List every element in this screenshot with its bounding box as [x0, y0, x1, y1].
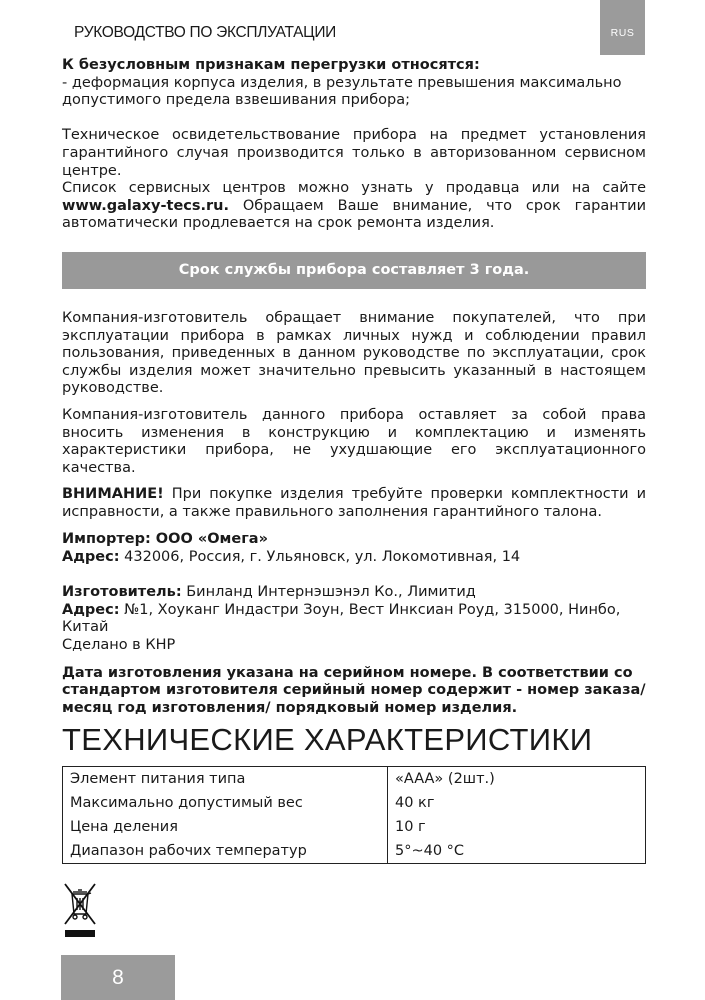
spec-parameter: Максимально допустимый вес	[63, 791, 388, 815]
manual-header-title: РУКОВОДСТВО ПО ЭКСПЛУАТАЦИИ	[74, 24, 337, 41]
page-number: 8	[61, 955, 175, 1000]
manufacturer-label: Изготовитель:	[62, 584, 182, 601]
overload-heading: К безусловным признакам перегрузки относятся:	[62, 57, 480, 73]
crossed-out-wheelie-bin-icon	[62, 880, 98, 938]
service-centers-text: Список сервисных центров можно узнать у продавца или на сайте	[62, 180, 646, 197]
spec-row	[63, 839, 646, 864]
warranty-extension-text: Обращаем Ваше внимание, что срок гарантии автоматически продлевается на срок ремонта изделия.	[62, 197, 646, 232]
specs-section-title: ТЕХНИЧЕСКИЕ ХАРАКТЕРИСТИКИ	[62, 722, 593, 757]
service-life-paragraph: Компания-изготовитель обращает внимание покупателей, что при эксплуатации прибора в рамках личных нужд и соблюдении правил пользования, приведенных в данном руководстве по эксплуатации, срок службы изделия может значительно превысить указанный в настоящем руководстве.	[62, 309, 646, 397]
attention-text: При покупке изделия требуйте проверки комплектности и исправности, а также правильного заполнения гарантийного талона.	[62, 486, 646, 520]
spec-row	[63, 767, 646, 792]
specs-table	[62, 766, 646, 864]
spec-row	[63, 815, 646, 839]
overload-item: - деформация корпуса изделия, в результате превышения максимально допустимого предела взвешивания прибора;	[62, 74, 622, 109]
attention-label: ВНИМАНИЕ!	[62, 486, 164, 503]
service-life-banner: Срок службы прибора составляет 3 года.	[62, 252, 646, 289]
spec-value: 40 кг	[395, 795, 435, 811]
spec-value: «AAA» (2шт.)	[395, 771, 495, 787]
importer-address	[62, 549, 646, 567]
service-centers-paragraph	[62, 180, 646, 233]
spec-parameter: Диапазон рабочих температур	[63, 839, 388, 864]
made-in: Сделано в КНР	[62, 637, 176, 654]
manufacturer-address-text: №1, Хоуканг Индастри Зоун, Вест Инксиан Роуд, 315000, Нинбо, Китай	[62, 601, 621, 636]
spec-row	[63, 791, 646, 815]
manufacturer-line	[62, 584, 646, 602]
page-content	[62, 57, 646, 717]
spec-value: 5°~40 °C	[395, 843, 465, 859]
attention-paragraph	[62, 486, 646, 521]
manufacturer-address	[62, 602, 646, 637]
manufacture-date-note: Дата изготовления указана на серийном номере. В соответствии со стандартом изготовителя серийный номер содержит - номер заказа/месяц год изготовления/ порядковый номер изделия.	[62, 664, 646, 716]
importer-label: Импортер: ООО «Омега»	[62, 531, 268, 548]
service-paragraph: Техническое освидетельствование прибора на предмет установления гарантийного случая производится только в авторизованном сервисном центре.	[62, 127, 646, 179]
spec-parameter: Цена деления	[63, 815, 388, 839]
importer-address-label: Адрес:	[62, 549, 120, 566]
design-changes-paragraph: Компания-изготовитель данного прибора оставляет за собой права вносить изменения в конструкцию и комплектацию и изменять характеристики прибора, не ухудшающие его эксплуатационного качества.	[62, 406, 646, 476]
language-tab: RUS	[600, 0, 645, 55]
manufacturer-name: Бинланд Интернэшэнэл Ко., Лимитид	[181, 584, 476, 601]
manufacturer-address-label: Адрес:	[62, 601, 120, 618]
importer-address-text: 432006, Россия, г. Ульяновск, ул. Локомотивная, 14	[119, 549, 521, 566]
spec-parameter: Элемент питания типа	[63, 767, 388, 792]
spec-value: 10 г	[395, 819, 426, 835]
website-link[interactable]: www.galaxy-tecs.ru.	[62, 197, 229, 214]
